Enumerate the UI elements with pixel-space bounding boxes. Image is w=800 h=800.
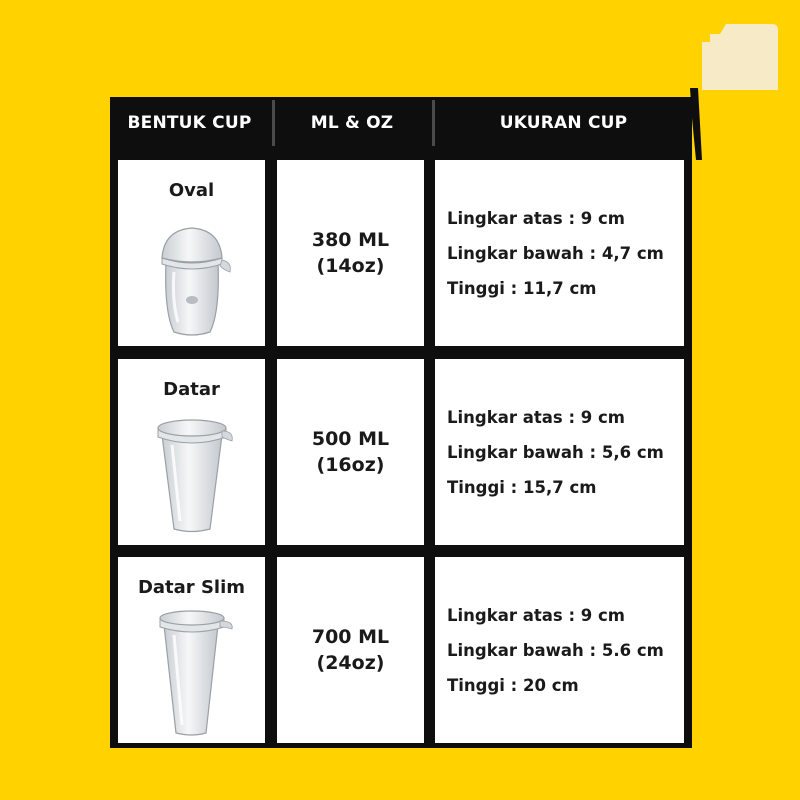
bottom-circumference: Lingkar bawah : 5,6 cm bbox=[447, 442, 664, 462]
bottom-circumference: Lingkar bawah : 4,7 cm bbox=[447, 243, 664, 263]
table-row-2-size bbox=[435, 359, 684, 545]
volume-ml: 380 ML bbox=[311, 229, 390, 251]
table-row-3-volume bbox=[277, 557, 424, 743]
datar-slim-cup-icon bbox=[118, 607, 265, 739]
volume-oz: (24oz) bbox=[316, 652, 385, 674]
datar-cup-icon bbox=[118, 413, 265, 535]
table-row-1-shape bbox=[118, 160, 265, 346]
table-row-3-size bbox=[435, 557, 684, 743]
edge-mark-decoration bbox=[690, 88, 706, 160]
top-circumference: Lingkar atas : 9 cm bbox=[447, 208, 625, 228]
cup-height: Tinggi : 15,7 cm bbox=[447, 477, 597, 497]
volume-oz: (16oz) bbox=[316, 454, 385, 476]
cup-height: Tinggi : 11,7 cm bbox=[447, 278, 597, 298]
cup-name: Datar bbox=[163, 379, 220, 400]
volume-ml: 700 ML bbox=[311, 626, 390, 648]
header-shape: BENTUK CUP bbox=[113, 100, 266, 146]
header-size: UKURAN CUP bbox=[432, 100, 692, 146]
table-row-2-volume bbox=[277, 359, 424, 545]
table-row-1-volume bbox=[277, 160, 424, 346]
top-circumference: Lingkar atas : 9 cm bbox=[447, 407, 625, 427]
corner-tab-decoration bbox=[702, 20, 778, 90]
volume-oz: (14oz) bbox=[316, 255, 385, 277]
oval-cup-icon bbox=[118, 222, 265, 340]
top-circumference: Lingkar atas : 9 cm bbox=[447, 605, 625, 625]
table-row-1-size bbox=[435, 160, 684, 346]
cup-height: Tinggi : 20 cm bbox=[447, 675, 579, 695]
header-volume: ML & OZ bbox=[272, 100, 429, 146]
cup-name: Oval bbox=[168, 180, 215, 201]
volume-ml: 500 ML bbox=[311, 428, 390, 450]
table-row-2-shape bbox=[118, 359, 265, 545]
cup-name: Datar Slim bbox=[137, 577, 246, 598]
bottom-circumference: Lingkar bawah : 5.6 cm bbox=[447, 640, 664, 660]
cup-size-table bbox=[110, 97, 692, 748]
table-row-3-shape bbox=[118, 557, 265, 743]
